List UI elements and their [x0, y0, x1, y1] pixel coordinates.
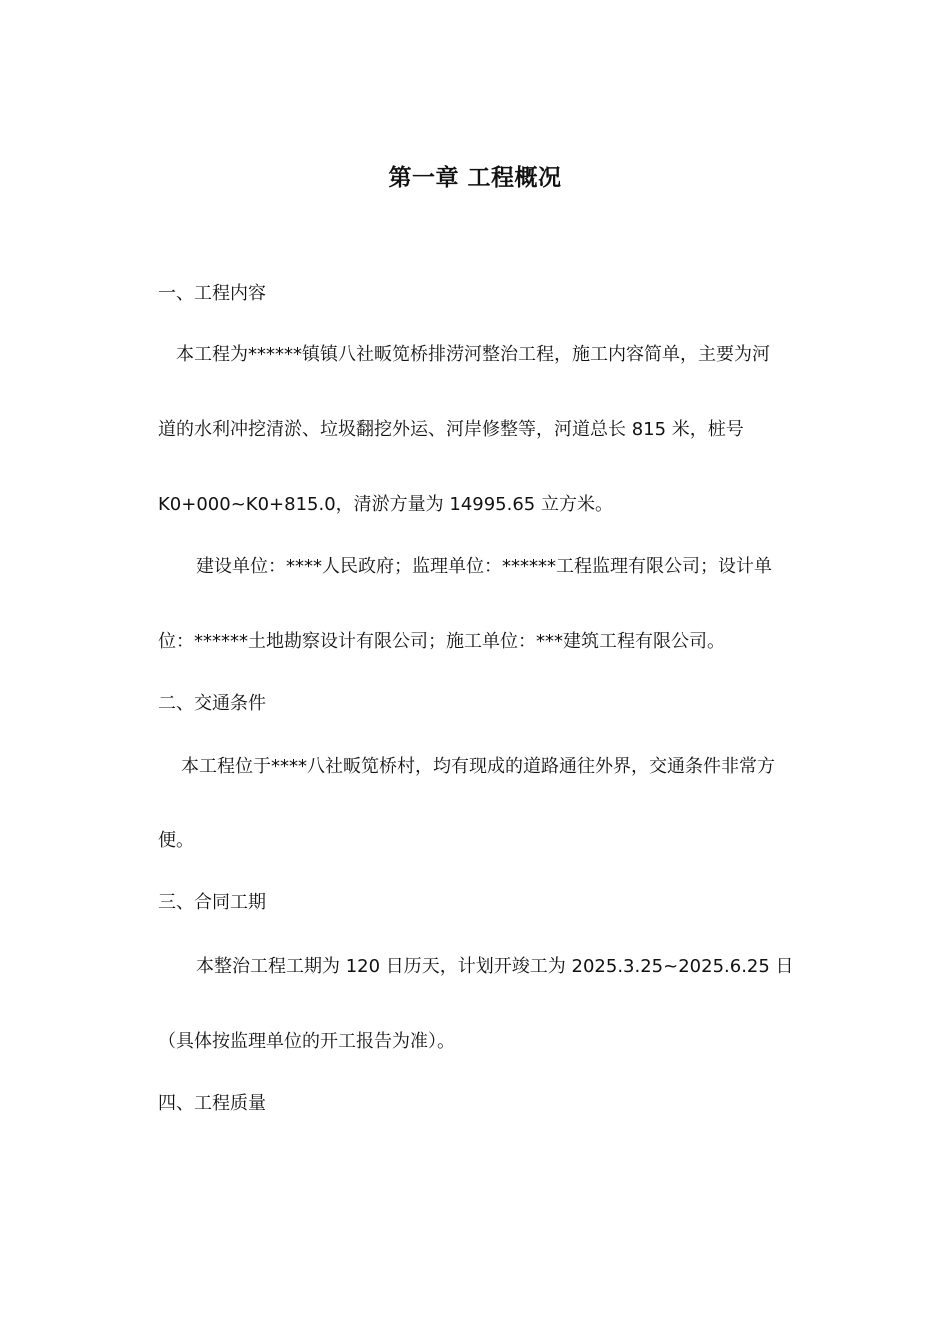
paragraph-line: （具体按监理单位的开工报告为准）。	[158, 1031, 455, 1052]
paragraph-line: 建设单位：****人民政府；监理单位：******工程监理有限公司；设计单	[196, 556, 772, 577]
chapter-title: 第一章 工程概况	[388, 165, 562, 191]
section-heading-project-content: 一、工程内容	[158, 283, 266, 304]
paragraph-line: 本整治工程工期为 120 日历天，计划开竣工为 2025.3.25~2025.6.25 日	[196, 956, 794, 977]
section-heading-quality: 四、工程质量	[158, 1093, 266, 1114]
paragraph-line: 本工程位于****八社畈笕桥村，均有现成的道路通往外界，交通条件非常方	[181, 756, 775, 777]
paragraph-line: 位：******土地勘察设计有限公司；施工单位：***建筑工程有限公司。	[158, 631, 725, 652]
paragraph-line: 本工程为******镇镇八社畈笕桥排涝河整治工程，施工内容简单，主要为河	[176, 344, 770, 365]
paragraph-line: 道的水利冲挖清淤、垃圾翻挖外运、河岸修整等，河道总长 815 米，桩号	[158, 419, 744, 440]
paragraph-line: K0+000~K0+815.0，清淤方量为 14995.65 立方米。	[158, 494, 613, 515]
section-heading-traffic: 二、交通条件	[158, 693, 266, 714]
paragraph-line: 便。	[158, 830, 194, 851]
section-heading-contract-period: 三、合同工期	[158, 892, 266, 913]
